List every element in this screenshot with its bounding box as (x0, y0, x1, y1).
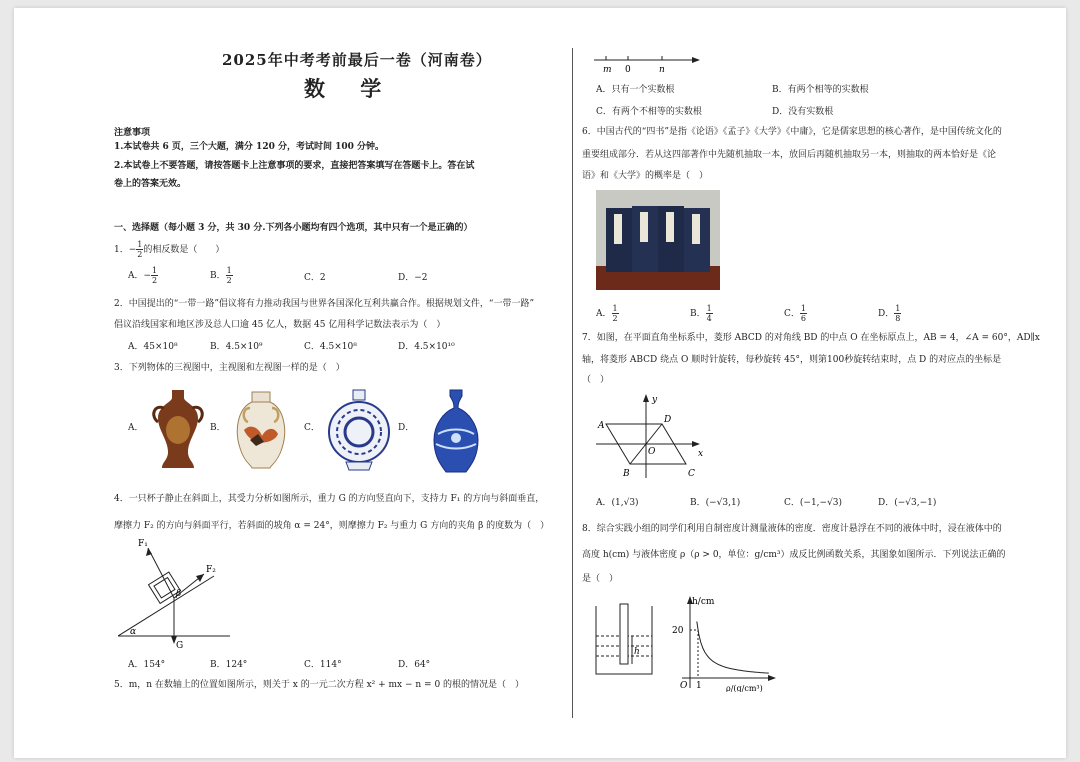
vase-c-image (326, 388, 392, 472)
q4-label-G: G (176, 641, 184, 651)
q2-option-d[interactable]: D．4.5×10¹⁰ (398, 342, 455, 352)
q8-label-hcm: h/cm (692, 597, 715, 607)
exam-sheet (14, 8, 1066, 758)
q5-option-c[interactable]: C．有两个不相等的实数根 (596, 107, 702, 117)
q3-text: 3．下列物体的三视图中，主视图和左视图一样的是（ ） (114, 363, 345, 373)
q8-label-origin: O (680, 681, 688, 691)
q1-option-c[interactable]: C．2 (304, 273, 326, 283)
q8-label-h: h (634, 647, 640, 657)
q5-axis-m: m (603, 65, 612, 75)
q4-label-beta: β (176, 589, 182, 599)
q4-option-d[interactable]: D．64° (398, 660, 431, 670)
q7-line-2: 轴，将菱形 ABCD 绕点 O 顺时针旋转，每秒旋转 45°，则第100秒旋转结束时，点 D 的对应点的坐标是 (582, 355, 1002, 365)
q6-line-2: 重要组成部分．若从这四部著作中先随机抽取一本，放回后再随机抽取另一本，则抽取的两本恰好是《论 (582, 150, 997, 160)
q1-option-a[interactable]: A．− $\frac{1}{2}$ (128, 266, 158, 285)
q4-line-1: 4．一只杯子静止在斜面上，其受力分析如图所示，重力 G 的方向竖直向下，支持力 F₁ 的方向与斜面垂直， (114, 494, 545, 504)
q5-number-line (592, 52, 702, 78)
column-divider (572, 48, 573, 718)
q7-option-a[interactable]: A．(1,√3) (596, 498, 639, 508)
q3-option-b[interactable]: B． (210, 423, 226, 433)
q7-label-A: A (598, 421, 605, 431)
q6-option-b[interactable]: B． $\frac{1}{4}$ (690, 304, 712, 323)
q7-label-y: y (652, 395, 658, 405)
q8-line-1: 8．综合实践小组的同学们利用自制密度计测量液体的密度．密度计悬浮在不同的液体中时，浸在液体中的 (582, 524, 1002, 534)
q6-books-image (596, 190, 720, 290)
q5-axis-zero: 0 (625, 65, 631, 75)
q1-option-d[interactable]: D．−2 (398, 273, 428, 283)
q8-inverse-graph (666, 592, 778, 692)
q5-axis-n: n (659, 65, 665, 75)
q8-line-2: 高度 h(cm) 与液体密度 ρ（ρ > 0，单位：g/cm³）成反比例函数关系，其图象如图所示．下列说法正确的 (582, 550, 1006, 560)
q8-label-rho: ρ/(g/cm³) (726, 684, 763, 692)
q4-option-a[interactable]: A．154° (128, 660, 166, 670)
q7-label-x: x (698, 449, 704, 459)
section-1-heading: 一、选择题（每小题 3 分，共 30 分.下列各小题均有四个选项，其中只有一个是正确的） (114, 223, 473, 233)
notes-line-1: 1.本试卷共 6 页，三个大题，满分 120 分，考试时间 100 分钟。 (114, 142, 385, 152)
q4-label-alpha: α (130, 627, 137, 637)
q2-line-2: 倡议沿线国家和地区涉及总人口逾 45 亿人，数据 45 亿用科学记数法表示为（ ） (114, 320, 446, 330)
q7-option-d[interactable]: D．(−√3,−1) (878, 498, 937, 508)
q6-line-3: 语》和《大学》的概率是（ ） (582, 171, 709, 181)
exam-title: 2025年中考考前最后一卷（河南卷） (222, 51, 492, 69)
q6-option-c[interactable]: C． $\frac{1}{6}$ (784, 304, 806, 323)
q2-option-c[interactable]: C．4.5×10⁸ (304, 342, 357, 352)
q7-line-3: （ ） (582, 375, 610, 385)
q5-option-a[interactable]: A．只有一个实数根 (596, 85, 675, 95)
q7-line-1: 7．如图，在平面直角坐标系中，菱形 ABCD 的对角线 BD 的中点 O 在坐标原点上，AB = 4，∠A = 60°，AD∥x (582, 333, 1040, 343)
q7-rhombus-diagram (592, 390, 712, 482)
q7-label-O: O (648, 447, 656, 457)
q8-hydrometer-figure (592, 600, 658, 680)
q7-option-c[interactable]: C．(−1,−√3) (784, 498, 843, 508)
q8-label-20: 20 (672, 626, 684, 636)
q5-text: 5．m，n 在数轴上的位置如图所示，则关于 x 的一元二次方程 x² + mx − n = 0 的根的情况是（ ） (114, 680, 525, 690)
q7-option-b[interactable]: B．(−√3,1) (690, 498, 741, 508)
q8-label-1: 1 (696, 681, 702, 691)
q4-label-F1: F₁ (138, 539, 148, 549)
q3-option-d[interactable]: D． (398, 423, 415, 433)
q4-line-2: 摩擦力 F₂ 的方向与斜面平行，若斜面的坡角 α = 24°，则摩擦力 F₂ 与重力 G 方向的夹角 β 的度数为（ ） (114, 521, 550, 531)
vase-a-image (148, 386, 208, 472)
q2-option-b[interactable]: B．4.5×10⁹ (210, 342, 263, 352)
q5-option-d[interactable]: D．没有实数根 (772, 107, 834, 117)
q7-label-B: B (623, 469, 630, 479)
q8-curve (697, 622, 769, 674)
notes-heading: 注意事项 (114, 128, 151, 138)
question-1: 1．− $\frac{1}{2}$ 的相反数是（ ） (114, 240, 225, 259)
q4-option-b[interactable]: B．124° (210, 660, 248, 670)
q8-line-3: 是（ ） (582, 574, 619, 584)
q6-line-1: 6．中国古代的“四书”是指《论语》《孟子》《大学》《中庸》，它是儒家思想的核心著作，是中国传统文化的 (582, 127, 1002, 137)
notes-line-2b: 卷上的答案无效。 (114, 179, 187, 189)
q6-option-a[interactable]: A． $\frac{1}{2}$ (596, 304, 618, 323)
q4-option-c[interactable]: C．114° (304, 660, 342, 670)
vase-d-image (430, 388, 482, 474)
q3-option-a[interactable]: A． (128, 423, 144, 433)
q7-label-D: D (664, 415, 672, 425)
q1-option-b[interactable]: B． $\frac{1}{2}$ (210, 266, 232, 285)
q2-line-1: 2．中国提出的“一带一路”倡议将有力推动我国与世界各国深化互利共赢合作。根据规划文件，“一带一路” (114, 299, 535, 309)
q5-option-b[interactable]: B．有两个相等的实数根 (772, 85, 869, 95)
notes-line-2a: 2.本试卷上不要答题，请按答题卡上注意事项的要求，直接把答案填写在答题卡上。答在试 (114, 161, 475, 171)
q4-force-diagram (118, 536, 230, 652)
q4-label-F2: F₂ (206, 565, 216, 575)
vase-b-image (232, 388, 290, 472)
q3-option-c[interactable]: C． (304, 423, 320, 433)
q2-option-a[interactable]: A．45×10⁸ (128, 342, 178, 352)
q6-option-d[interactable]: D． $\frac{1}{8}$ (878, 304, 901, 323)
q7-label-C: C (688, 469, 695, 479)
exam-subject: 数 学 (304, 76, 396, 101)
